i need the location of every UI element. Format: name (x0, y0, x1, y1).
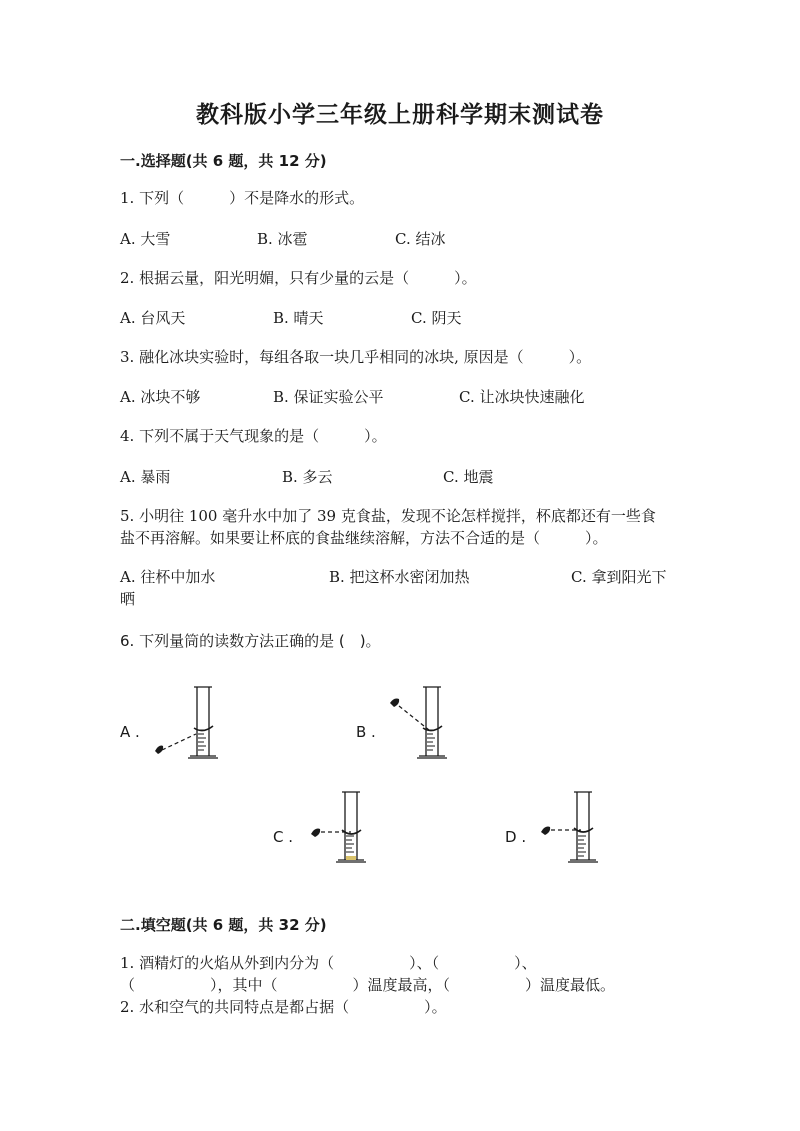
q1-option-c[interactable]: C. 结冰 (395, 230, 446, 248)
q2-option-b[interactable]: B. 晴天 (273, 309, 324, 327)
question-2: 2. 根据云量，阳光明媚，只有少量的云是（ ）。 (120, 269, 477, 287)
q4-option-b[interactable]: B. 多云 (282, 468, 333, 486)
q5-option-c[interactable]: C. 拿到阳光下 (571, 568, 667, 586)
fill-question-2: 2. 水和空气的共同特点是都占据（ ）。 (120, 998, 447, 1016)
question-3: 3. 融化冰块实验时，每组各取一块几乎相同的冰块, 原因是（ ）。 (120, 348, 592, 366)
q5-option-b[interactable]: B. 把这杯水密闭加热 (329, 568, 470, 586)
fill-question-1-line-1: 1. 酒精灯的火焰从外到内分为（ ）、（ ）、 (120, 954, 537, 972)
q3-option-b[interactable]: B. 保证实验公平 (273, 388, 384, 406)
cylinder-figure-a (150, 682, 230, 767)
cylinder-figure-d (537, 788, 617, 868)
question-5-line-1: 5. 小明往 100 毫升水中加了 39 克食盐，发现不论怎样搅拌，杯底都还有一些食 (120, 507, 656, 525)
page-title: 教科版小学三年级上册科学期末测试卷 (196, 101, 604, 128)
q4-option-a[interactable]: A. 暴雨 (120, 468, 171, 486)
q2-option-a[interactable]: A. 台风天 (120, 309, 186, 327)
question-1: 1. 下列（ ）不是降水的形式。 (120, 189, 365, 207)
q2-option-c[interactable]: C. 阴天 (411, 309, 462, 327)
question-5-line-2: 盐不再溶解。如果要让杯底的食盐继续溶解，方法不合适的是（ ）。 (120, 529, 608, 547)
figure-label-a[interactable]: A . (120, 723, 140, 741)
q1-option-a[interactable]: A. 大雪 (120, 230, 171, 248)
cylinder-figure-b (385, 682, 465, 767)
section-heading-choice: 一.选择题(共 6 题，共 12 分) (120, 152, 327, 170)
q3-option-c[interactable]: C. 让冰块快速融化 (459, 388, 585, 406)
section-heading-fill: 二.填空题(共 6 题，共 32 分) (120, 916, 327, 934)
q4-option-c[interactable]: C. 地震 (443, 468, 494, 486)
cylinder-figure-c (305, 788, 385, 868)
question-6: 6. 下列量筒的读数方法正确的是 ( )。 (120, 632, 381, 650)
question-4: 4. 下列不属于天气现象的是（ ）。 (120, 427, 387, 445)
q5-option-c-wrap: 晒 (120, 590, 136, 608)
figure-label-b[interactable]: B . (356, 723, 376, 741)
q3-option-a[interactable]: A. 冰块不够 (120, 388, 201, 406)
fill-question-1-line-2: （ ），其中（ ）温度最高，（ ）温度最低。 (120, 976, 616, 994)
q5-option-a[interactable]: A. 往杯中加水 (120, 568, 216, 586)
q1-option-b[interactable]: B. 冰雹 (257, 230, 308, 248)
figure-label-c[interactable]: C . (273, 828, 294, 846)
figure-label-d[interactable]: D . (505, 828, 527, 846)
